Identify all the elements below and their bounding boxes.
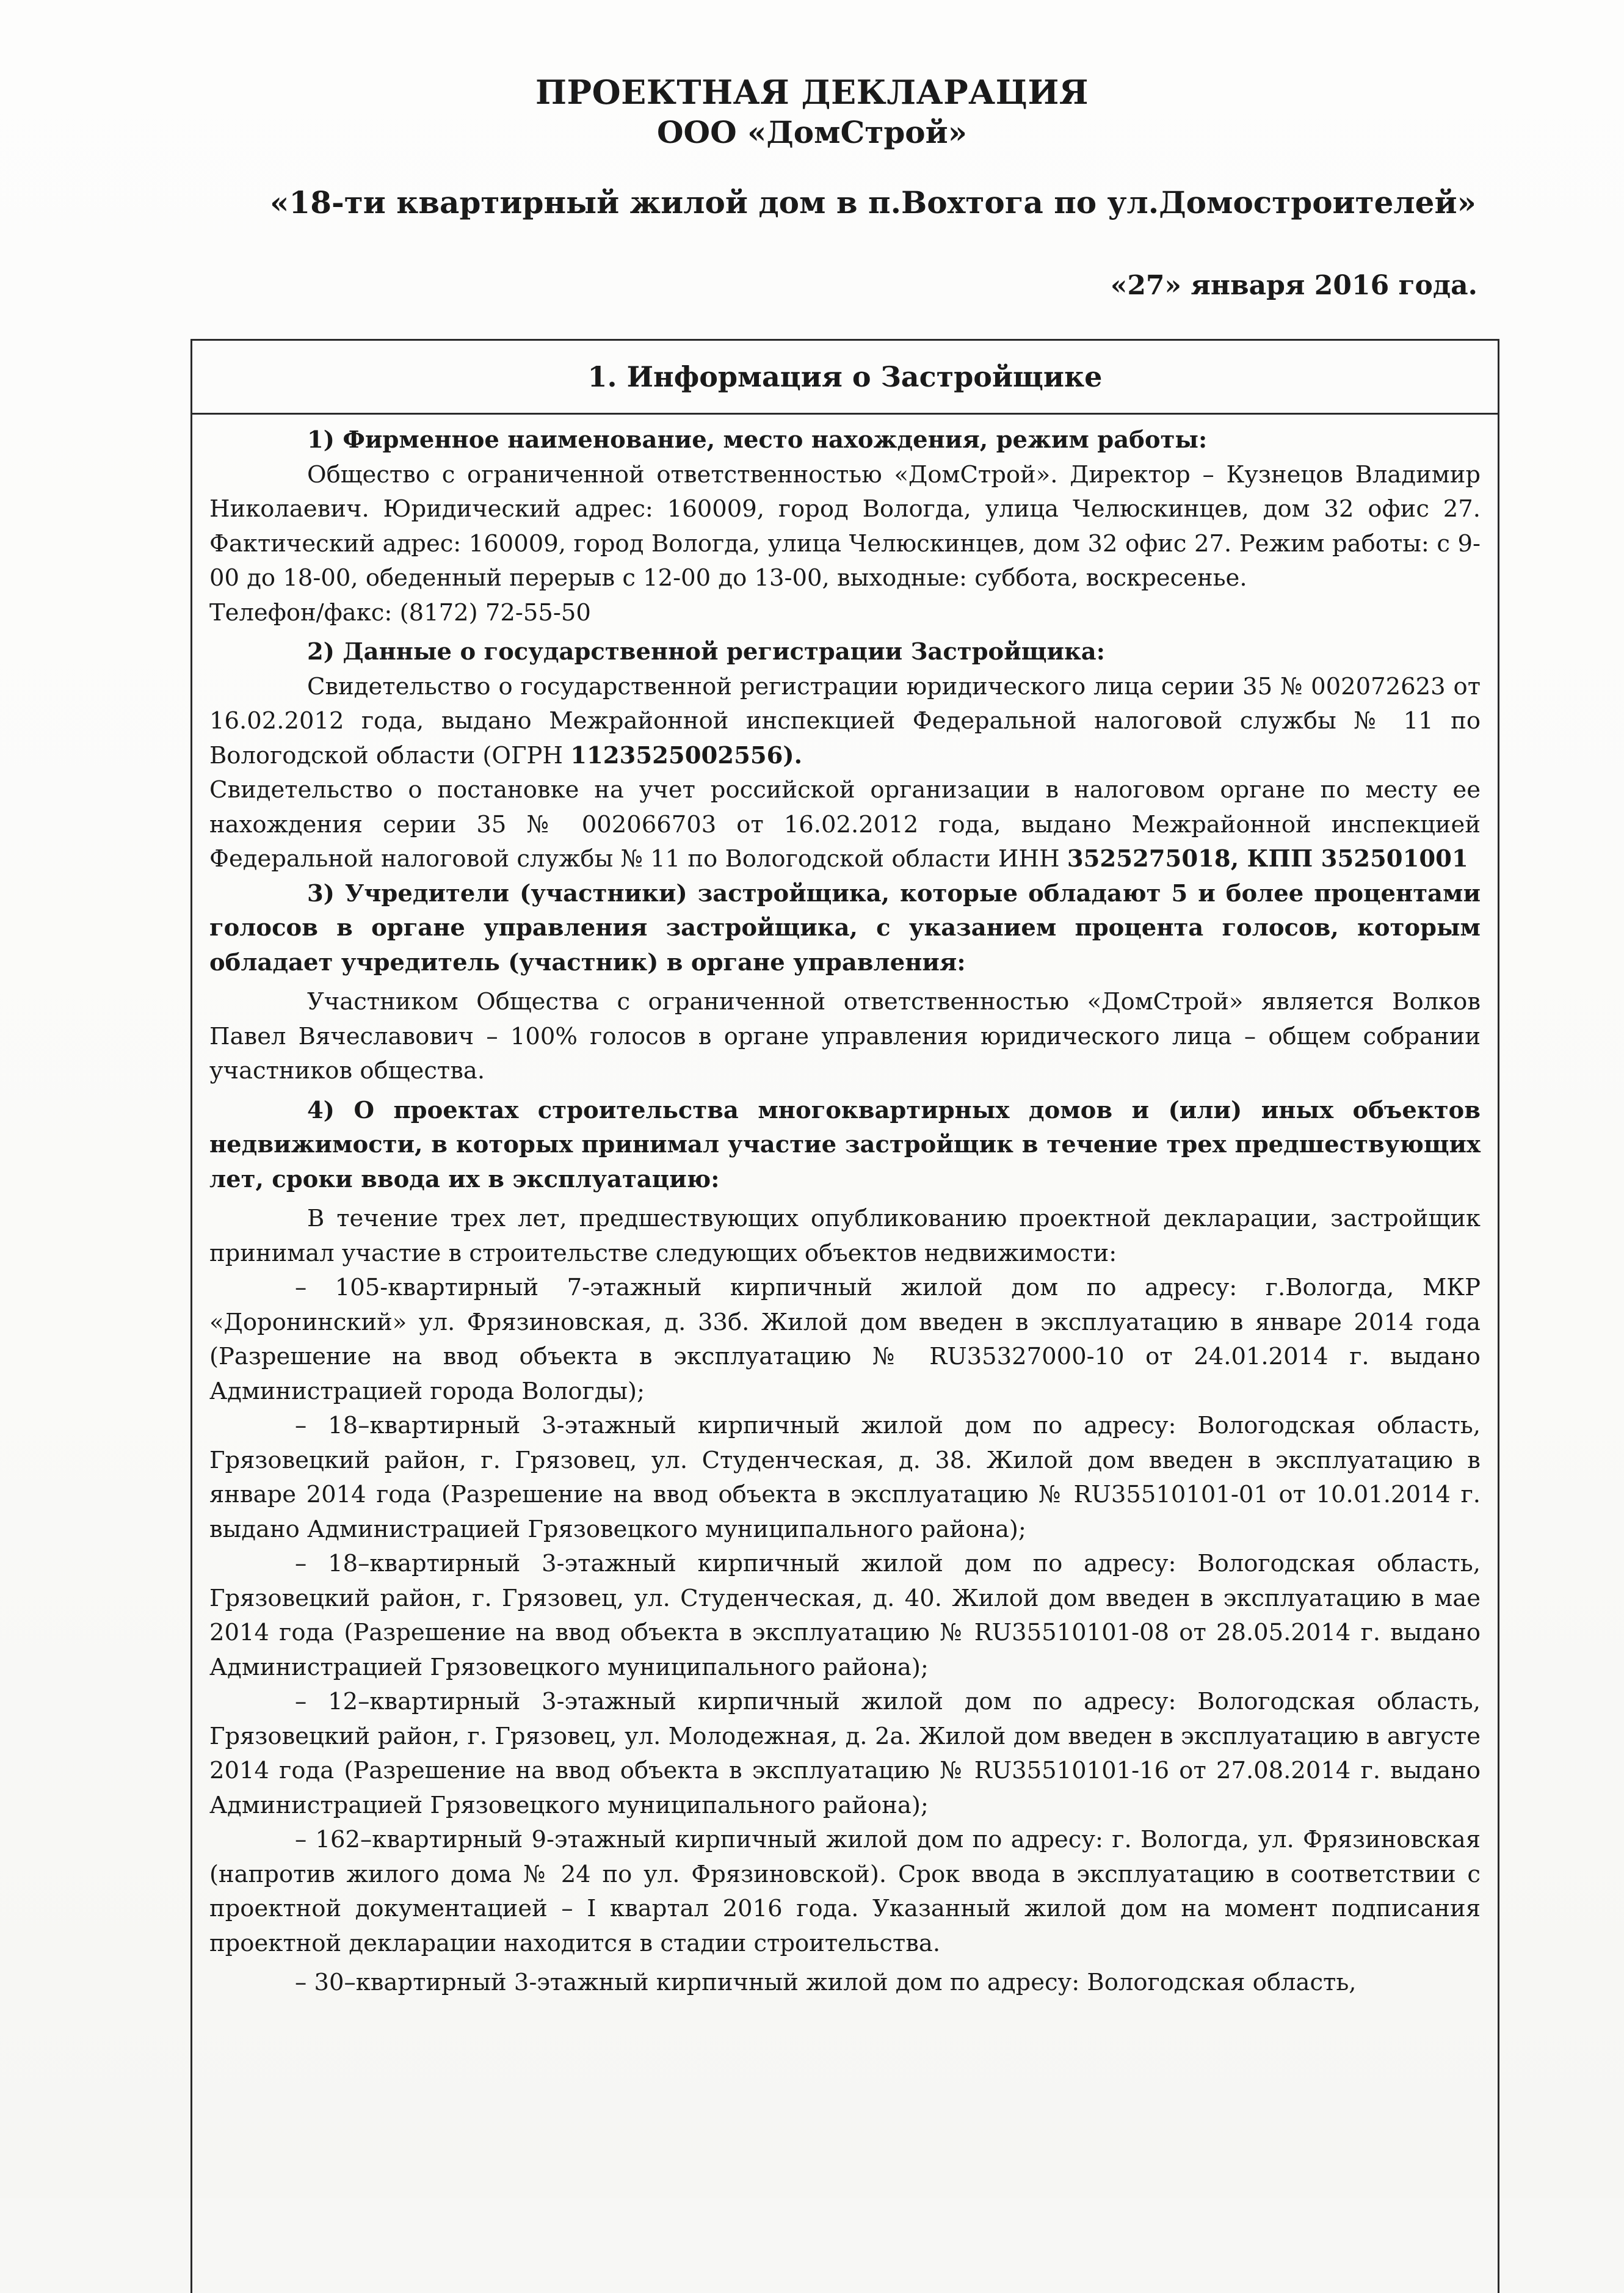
section-heading: 1. Информация о Застройщике [192,341,1498,415]
subsection-4-heading: 4) О проектах строительства многоквартирных домов и (или) иных объектов недвижимости, в которых принимал участие застройщик в течение трех предшествующих лет, сроки ввода их в эксплуатацию: [209,1096,1481,1193]
list-item: – 105-квартирный 7-этажный кирпичный жилой дом по адресу: г.Вологда, МКР «Доронинский» ул. Фрязиновская, д. 33б. Жилой дом введен в эксплуатацию в январе 2014 года (Разрешение на ввод объекта в эксплуатацию № RU35327000-10 от 24.01.2014 г. выдано Администрацией города Вологды); [209,1274,1481,1405]
subsection-1-heading: 1) Фирменное наименование, место нахождения, режим работы: [307,426,1208,454]
list-item: – 30–квартирный 3-этажный кирпичный жилой дом по адресу: Вологодская область, [295,1969,1357,1996]
inn-kpp-number: 3525275018, КПП 352501001 [1067,845,1468,873]
section-content [192,415,1498,2000]
subsection-2-heading: 2) Данные о государственной регистрации Застройщика: [307,638,1105,666]
organization-name: ООО «ДомСтрой» [657,114,967,150]
ogrn-number: 1123525002556). [570,741,803,769]
list-item: – 12–квартирный 3-этажный кирпичный жилой дом по адресу: Вологодская область, Грязовецкий район, г. Грязовец, ул. Молодежная, д. 2а. Жилой дом введен в эксплуатацию в августе 2014 года (Разрешение на ввод объекта в эксплуатацию № RU35510101-16 от 27.08.2014 г. выдано Администрацией Грязовецкого муниципального района); [209,1688,1481,1819]
document-date: «27» января 2016 года. [1110,270,1477,301]
registration-text: Свидетельство о государственной регистрации юридического лица серии 35 № 002072623 от 16.02.2012 года, выдано Межрайонной инспекцией Федеральной налоговой службы № 11 по Вологодской области (ОГРН [209,672,1481,769]
subsection-1-text: Общество с ограниченной ответственностью «ДомСтрой». Директор – Кузнецов Владимир Николаевич. Юридический адрес: 160009, город Вологда, улица Челюскинцев, дом 32 офис 27. Фактический адрес: 160009, город Вологда, улица Челюскинцев, дом 32 офис 27. Режим работы: с 9-00 до 18-00, обеденный перерыв с 12-00 до 13-00, выходные: суббота, воскресенье. [209,460,1481,592]
title-block [0,72,1624,153]
list-item: – 18–квартирный 3-этажный кирпичный жилой дом по адресу: Вологодская область, Грязовецкий район, г. Грязовец, ул. Студенческая, д. 40. Жилой дом введен в эксплуатацию в мае 2014 года (Разрешение на ввод объекта в эксплуатацию № RU35510101-08 от 28.05.2014 г. выдано Администрацией Грязовецкого муниципального района); [209,1550,1481,1681]
list-item: – 18–квартирный 3-этажный кирпичный жилой дом по адресу: Вологодская область, Грязовецкий район, г. Грязовец, ул. Студенческая, д. 38. Жилой дом введен в эксплуатацию в январе 2014 года (Разрешение на ввод объекта в эксплуатацию № RU35510101-01 от 10.01.2014 г. выдано Администрацией Грязовецкого муниципального района); [209,1412,1481,1543]
subsection-2-paragraph-1 [209,670,1481,774]
info-table [190,339,1499,2293]
list-item: – 162–квартирный 9-этажный кирпичный жилой дом по адресу: г. Вологда, ул. Фрязиновская (напротив жилого дома № 24 по ул. Фрязиновской). Срок ввода в эксплуатацию в соответствии с проектной документацией – I квартал 2016 года. Указанный жилой дом на момент подписания проектной декларации находится в стадии строительства. [209,1826,1481,1957]
subsection-2-paragraph-2 [209,773,1481,877]
subsection-1-phone: Телефон/факс: (8172) 72-55-50 [209,598,591,627]
subsection-3-heading: 3) Учредители (участники) застройщика, которые обладают 5 и более процентами голосов в органе управления застройщика, с указанием процента голосов, которым обладает учредитель (участник) в органе управления: [209,879,1481,976]
subsection-4-intro: В течение трех лет, предшествующих опубликованию проектной декларации, застройщик принимал участие в строительстве следующих объектов недвижимости: [209,1205,1481,1267]
subsection-3-text: Участником Общества с ограниченной ответственностью «ДомСтрой» является Волков Павел Вячеславович – 100% голосов в органе управления юридического лица – общем собрании участников общества. [209,988,1481,1085]
document-title: ПРОЕКТНАЯ ДЕКЛАРАЦИЯ [535,73,1089,112]
tax-registration-text: Свидетельство о постановке на учет российской организации в налоговом органе по месту ее нахождения серии 35 № 002066703 от 16.02.2012 года, выдано Межрайонной инспекцией Федеральной налоговой службы № 11 по Вологодской области ИНН [209,776,1481,873]
object-name: «18-ти квартирный жилой дом в п.Вохтога по ул.Домостроителей» [270,184,1476,220]
